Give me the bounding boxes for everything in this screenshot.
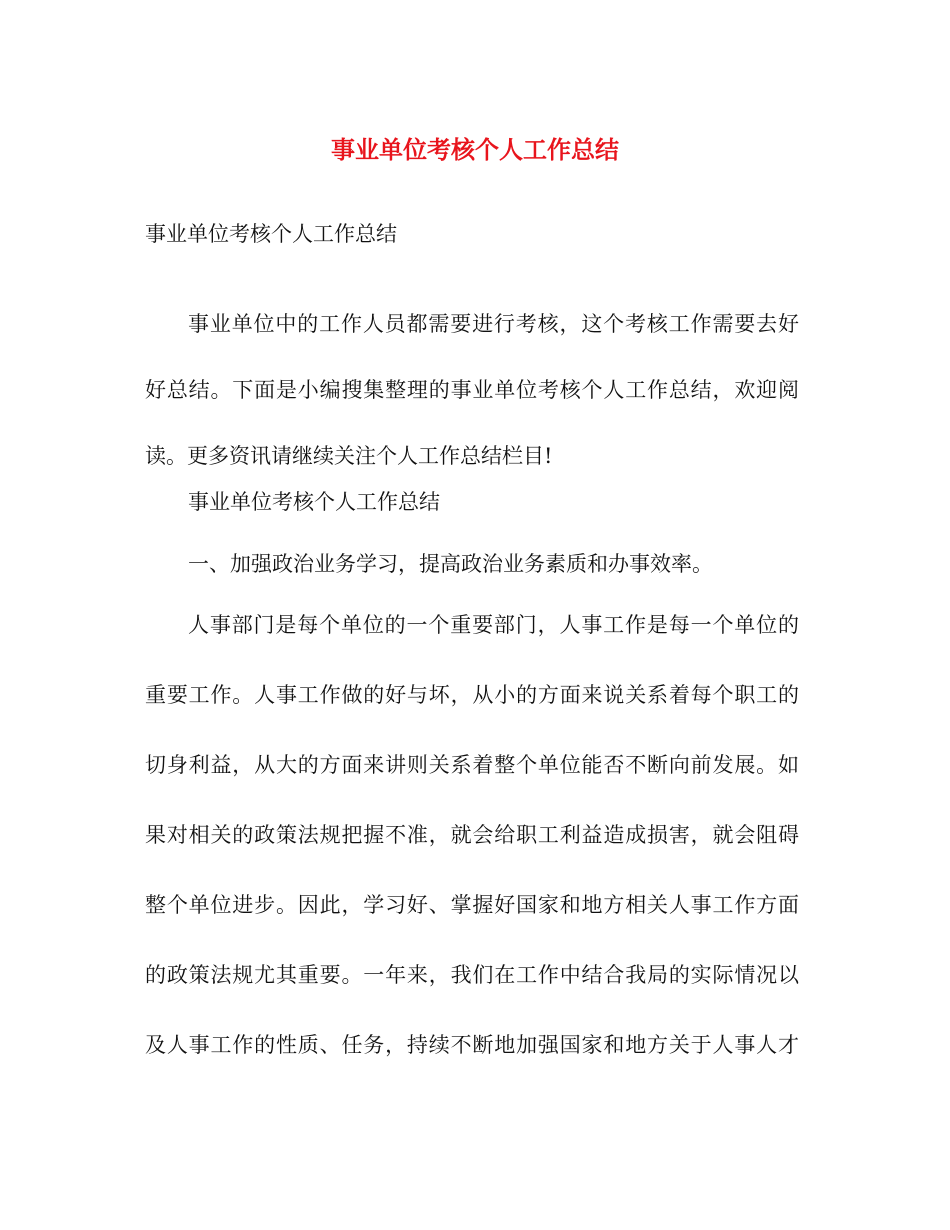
paragraph-line: 切身利益，从大的方面来讲则关系着整个单位能否不断向前发展。如 bbox=[145, 753, 799, 777]
paragraph-line: 的政策法规尤其重要。一年来，我们在工作中结合我局的实际情况以 bbox=[145, 963, 799, 987]
paragraph-line: 人事部门是每个单位的一个重要部门，人事工作是每一个单位的 bbox=[188, 613, 799, 637]
paragraph-line: 果对相关的政策法规把握不准，就会给职工利益造成损害，就会阻碍 bbox=[145, 823, 799, 847]
subtitle-line: 事业单位考核个人工作总结 bbox=[145, 222, 397, 246]
paragraph-line: 读。更多资讯请继续关注个人工作总结栏目! bbox=[145, 444, 553, 468]
document-title: 事业单位考核个人工作总结 bbox=[331, 135, 619, 164]
paragraph-line: 重要工作。人事工作做的好与坏，从小的方面来说关系着每个职工的 bbox=[145, 683, 799, 707]
paragraph-line: 好总结。下面是小编搜集整理的事业单位考核个人工作总结，欢迎阅 bbox=[145, 378, 799, 402]
paragraph-line: 事业单位中的工作人员都需要进行考核，这个考核工作需要去好 bbox=[188, 312, 799, 336]
section-subheading: 一、加强政治业务学习，提高政治业务素质和办事效率。 bbox=[188, 552, 713, 576]
paragraph-line: 及人事工作的性质、任务，持续不断地加强国家和地方关于人事人才 bbox=[145, 1033, 799, 1057]
paragraph-line: 整个单位进步。因此，学习好、掌握好国家和地方相关人事工作方面 bbox=[145, 893, 799, 917]
section-heading: 事业单位考核个人工作总结 bbox=[188, 490, 440, 514]
